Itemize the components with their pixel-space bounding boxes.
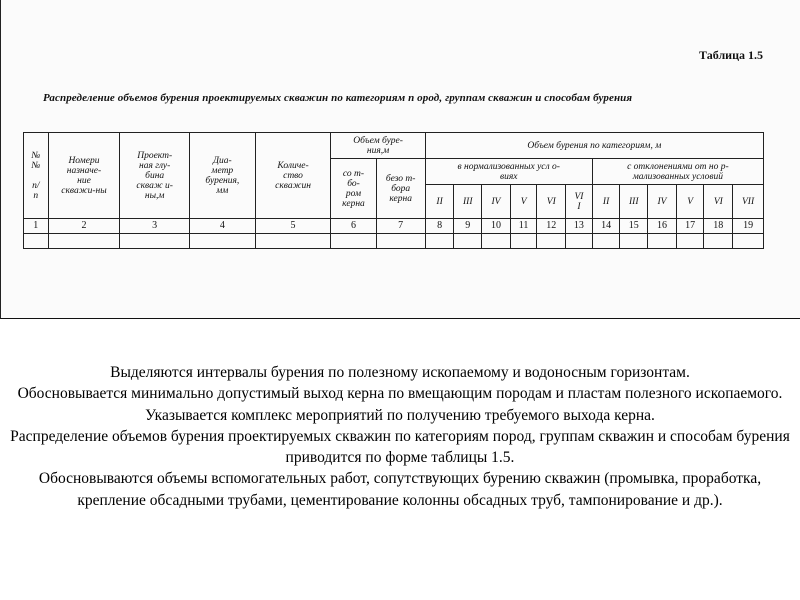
header-count: Количе- ство скважин [255,133,331,219]
column-number: 17 [676,219,704,234]
category-normal: VI [537,185,566,219]
category-normal: III [454,185,482,219]
body-paragraph: Выделяются интервалы бурения по полезному ископаемому и водоносным горизонтам. [110,364,690,381]
column-number: 19 [733,219,764,234]
column-number: 7 [376,219,425,234]
column-number: 5 [255,219,331,234]
category-deviation: VII [733,185,764,219]
header-volume: Объем буре- ния,м [331,133,425,159]
body-paragraph: Распределение объемов бурения проектируемых скважин по категориям пород, группам скважин и способам бурения приводится по форме таблицы 1.5. [10,427,790,467]
category-deviation: IV [648,185,677,219]
header-diameter: Диа- метр бурения, мм [190,133,256,219]
category-normal: VI I [566,185,593,219]
header-normal-conditions: в нормализованных усл о- виях [425,159,592,185]
body-text [10,362,790,511]
column-number: 12 [537,219,566,234]
column-number: 11 [510,219,537,234]
drilling-volume-table [23,132,764,249]
column-number: 13 [566,219,593,234]
column-number: 9 [454,219,482,234]
category-deviation: III [620,185,648,219]
category-normal: IV [482,185,511,219]
column-number: 10 [482,219,511,234]
body-paragraph: Обосновывается минимально допустимый выход керна по вмещающим породам и пластам полезного ископаемого. Указывается комплекс мероприятий по получению требуемого выхода керна. [17,385,783,424]
category-normal: II [425,185,454,219]
header-without-core: безо т- бора керна [376,159,425,219]
table-label: Таблица 1.5 [699,48,763,62]
header-deviation-conditions: с отклонениями от но р- мализованных условий [592,159,763,185]
category-normal: V [510,185,537,219]
header-no: № № п/ п [24,133,49,219]
category-deviation: V [676,185,704,219]
header-volume-by-category: Объем бурения по категориям, м [425,133,763,159]
column-number: 18 [704,219,733,234]
column-number: 15 [620,219,648,234]
column-number: 6 [331,219,376,234]
header-well-numbers: Номери назначе- ние скважи-ны [48,133,120,219]
table-caption: Распределение объемов бурения проектируемых скважин по категориям п ород, группам скважин и способам бурения [43,92,633,104]
column-number: 4 [190,219,256,234]
column-number: 1 [24,219,49,234]
table-row [24,234,764,249]
category-deviation: VI [704,185,733,219]
header-with-core: со т- бо- ром керна [331,159,376,219]
column-number: 2 [48,219,120,234]
column-number: 3 [120,219,190,234]
header-depth: Проект- ная глу- бина скваж и- ны,м [120,133,190,219]
column-number: 16 [648,219,677,234]
column-number: 8 [425,219,454,234]
column-number: 14 [592,219,620,234]
body-paragraph: Обосновываются объемы вспомогательных работ, сопутствующих бурению скважин (промывка, проработка, крепление обсадными трубами, цементирование колонны обсадных труб, тампонирование и др.). [38,470,762,509]
category-deviation: II [592,185,620,219]
